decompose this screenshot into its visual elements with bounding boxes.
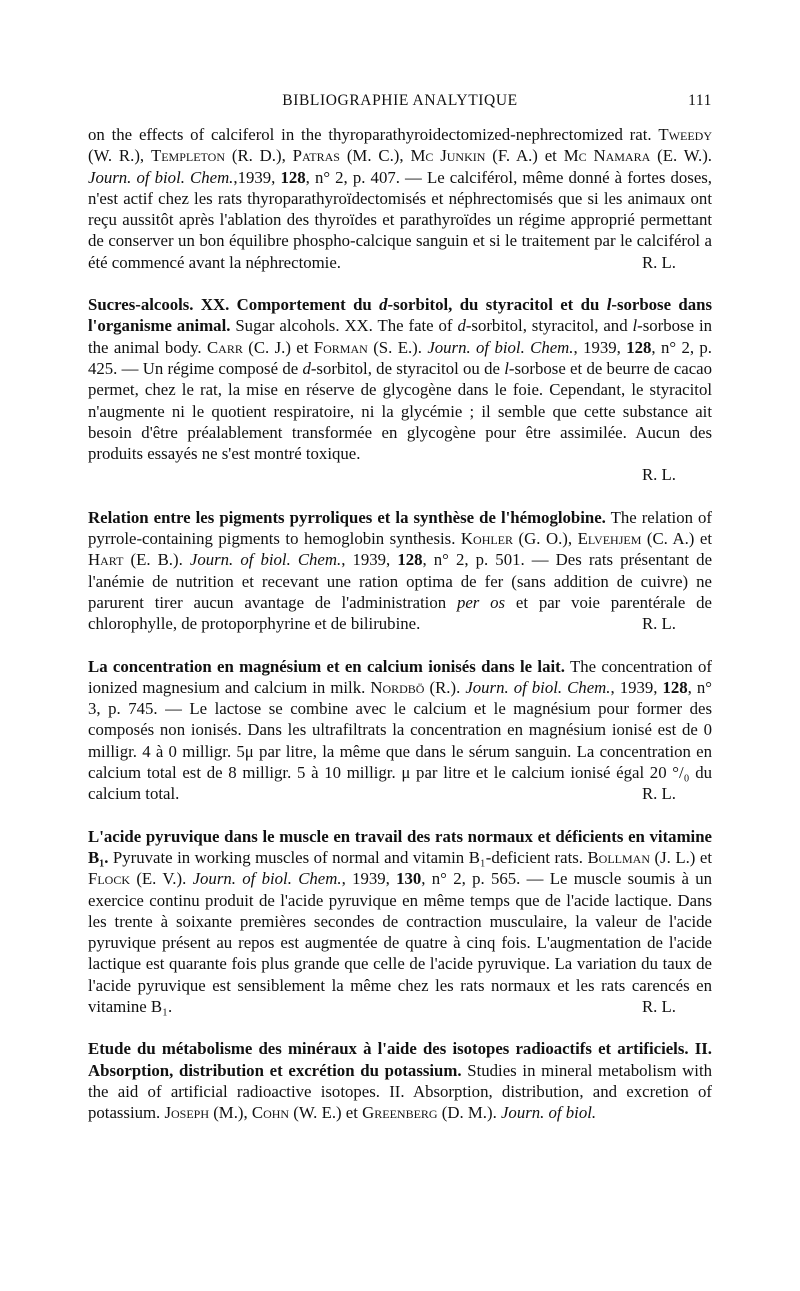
entry-title: La concentration en magnésium et en calcium ionisés dans le lait. xyxy=(88,656,565,676)
bibliography-entry: Etude du métabolisme des minéraux à l'aide des isotopes radioactifs et artificiels. II. Absorption, distribution et excrétion du potassium. Studies in mineral metabolism with the aid of artificial radioactive isotopes. II. Absorption, distribution, and excretion of potassium. Joseph (M.), Cohn (W. E.) et Greenberg (D. M.). Journ. of biol. xyxy=(88,1039,712,1123)
author-initials: (J. L.) xyxy=(654,847,696,867)
summary-text: — Des rats présentant de l'anémie de nutrition et recevant une ration optima de fer (sans addition de cuivre) ne parurent tirer aucun avantage de l'administration per os et par voie parentérale de chlorophylle, de protoporphyrine et de bilirubine. xyxy=(88,550,713,634)
author-name: Elvehjem xyxy=(577,529,642,549)
journal-year: 1939 xyxy=(583,337,617,357)
author-name: Flock xyxy=(88,869,130,889)
author-name: Cohn xyxy=(251,1103,290,1123)
running-head xyxy=(88,92,712,112)
author-initials: (R. D.) xyxy=(231,146,282,166)
author-initials: (C. A.) xyxy=(646,529,695,549)
author-initials: (M. C.) xyxy=(346,146,400,166)
page-number: 111 xyxy=(688,92,712,109)
journal-year: 1939 xyxy=(237,167,272,187)
entry-title: Relation entre les pigments pyrroliques et la synthèse de l'hémoglobine. xyxy=(88,507,606,527)
journal-issue-page: , n° 3, p. 745. xyxy=(88,677,713,719)
author-initials: (C. J.) xyxy=(248,337,291,357)
author-initials: (R.). xyxy=(429,677,461,697)
summary-text: — Un régime composé de d-sorbitol, de styracitol ou de l-sorbose et de beurre de cacao permet, chez le rat, la mise en réserve de glycogène dans le foie. Cependant, le styracitol n'augmente ni le quotient respiratoire, ni la glycémie ; il semble que cette substance ait besoin d'être préalablement transformée en glycogène pour être assimilée. Aucun des produits essayés ne s'est montré toxique. xyxy=(88,358,713,464)
journal-issue-page: , n° 2, p. 425. xyxy=(88,337,712,378)
journal-year: 1939 xyxy=(619,677,654,697)
author-initials: (F. A.) xyxy=(492,146,538,166)
journal-volume: 128 xyxy=(397,550,423,570)
english-title: The concentration of ionized magnesium and calcium in milk. xyxy=(88,656,712,697)
journal-name: Journ. of biol. xyxy=(500,1103,597,1123)
entry-title: Etude du métabolisme des minéraux à l'aide des isotopes radioactifs et artificiels. II. Absorption, distribution et excrétion du potassium. xyxy=(88,1039,712,1080)
journal-name: Journ. of biol. Chem. xyxy=(192,869,342,889)
body-text xyxy=(88,124,712,1123)
author-name: Forman xyxy=(313,337,368,357)
author-initials: (W. E.) xyxy=(293,1103,342,1123)
author-initials: (S. E.) xyxy=(373,337,418,357)
journal-year: 1939 xyxy=(352,869,386,889)
reviewer-signature: R. L. xyxy=(641,465,676,485)
journal-name: Journ. of biol. Chem. xyxy=(189,550,342,570)
author-name: Mc Namara xyxy=(563,146,651,166)
journal-name: Journ. of biol. Chem. xyxy=(88,167,234,187)
entry-title: Sucres-alcools. XX. Comportement du d-sorbitol, du styracitol et du l-sorbose dans l'organisme animal. xyxy=(88,295,712,336)
journal-volume: 128 xyxy=(626,337,652,357)
reviewer-signature: R. L. xyxy=(641,614,676,634)
author-name: Joseph xyxy=(164,1103,209,1123)
author-initials: (D. M.). xyxy=(441,1103,497,1123)
author-name: Carr xyxy=(206,337,243,357)
journal-issue-page: , n° 2, p. 565. xyxy=(421,869,521,889)
reviewer-signature: R. L. xyxy=(641,784,676,804)
author-initials: (E. B.). xyxy=(130,550,183,570)
author-name: Templeton xyxy=(150,146,225,166)
author-initials: (M.) xyxy=(213,1103,244,1123)
bibliography-entry: L'acide pyruvique dans le muscle en travail des rats normaux et déficients en vitamine B₁. Pyruvate in working muscles of normal and vitamin B₁-deficient rats. Bollman (J. L.) et Flock (E. V.). Journ. of biol. Chem., 1939, 130, n° 2, p. 565. — Le muscle soumis à un exercice continu produit de l'acide pyruvique en même temps que de l'acide lactique. Dans les trente à soixante premières secondes de contraction musculaire, la valeur de l'acide pyruvique présent au repos est augmentée de quatre à cinq fois. L'augmentation de l'acide lactique est quarante fois plus grande que celle de l'acide pyruvique. La variation du taux de l'acide pyruvique est sensiblement la même chez les rats normaux et les rats carencés en vitamine B₁. R. L. xyxy=(88,826,712,1016)
english-title: Pyruvate in working muscles of normal and vitamin B₁-deficient rats. xyxy=(108,847,588,867)
summary-text: — Le muscle soumis à un exercice continu produit de l'acide pyruvique en même temps que de l'acide lactique. Dans les trente à soixante premières secondes de contraction musculaire, la valeur de l'acide pyruvique présent au repos est augmentée de quatre à cinq fois. L'augmentation de l'acide lactique est quarante fois plus grande que celle de l'acide pyruvique. La variation du taux de l'acide pyruvique est sensiblement la même chez les rats normaux et les rats carencés en vitamine B₁. xyxy=(88,869,712,1016)
bibliography-entry: La concentration en magnésium et en calcium ionisés dans le lait. The concentration of ionized magnesium and calcium in milk. Nordbö (R.). Journ. of biol. Chem., 1939, 128, n° 3, p. 745. — Le lactose se combine avec le calcium et le magnésium pour former des composés non ionisés. Dans les ultrafiltrats la concentration en magnésium ionisé est de 0 milligr. 4 à 0 milligr. 5μ par litre, la même que dans le sérum sanguin. La concentration en calcium total est de 8 milligr. 5 à 10 milligr. μ par litre et le calcium ionisé égal 20 °/₀ du calcium total. R. L. xyxy=(88,656,713,804)
author-name: Nordbö xyxy=(370,677,425,697)
reviewer-signature: R. L. xyxy=(641,252,676,272)
summary-text: — Le calciférol, même donné à fortes doses, n'est actif chez les rats thyroparathyroïdectomisés et néphrectomisés que si les animaux ont reçu aussitôt après l'ablation des thyroïdes et parathyroïdes un régime approprié permettant de conserver un bon équilibre phospho-calcique sanguin et si le traitement par le calciférol a été commencé avant la néphrectomie. xyxy=(88,167,713,272)
english-title: The relation of pyrrole-containing pigments to hemoglobin synthesis. xyxy=(88,507,712,549)
author-initials: (E. W.) xyxy=(657,146,708,166)
author-name: Greenberg xyxy=(362,1103,438,1123)
author-name: Tweedy xyxy=(658,125,712,144)
author-name: Patras xyxy=(292,146,340,166)
author-name: Kohler xyxy=(460,529,514,549)
journal-year: 1939 xyxy=(352,550,387,570)
english-title: on the effects of calciferol in the thyroparathyroidectomized-nephrectomized rat. xyxy=(88,125,652,144)
journal-volume: 128 xyxy=(662,677,688,697)
journal-volume: 130 xyxy=(396,869,422,889)
author-name: Mc Junkin xyxy=(410,146,486,166)
english-title: Sugar alcohols. XX. The fate of d-sorbitol, styracitol, and l-sorbose in the animal body. xyxy=(88,316,712,357)
author-initials: (E. V.). xyxy=(136,869,187,889)
running-title: BIBLIOGRAPHIE ANALYTIQUE xyxy=(282,92,518,109)
bibliography-entry: Sucres-alcools. XX. Comportement du d-sorbitol, du styracitol et du l-sorbose dans l'organisme animal. Sugar alcohols. XX. The fate of d-sorbitol, styracitol, and l-sorbose in the animal body. Carr (C. J.) et Forman (S. E.). Journ. of biol. Chem., 1939, 128, n° 2, p. 425. — Un régime composé de d-sorbitol, de styracitol ou de l-sorbose et de beurre de cacao permet, chez le rat, la mise en réserve de glycogène dans le foie. Cependant, le styracitol n'augmente ni le quotient respiratoire, ni la glycémie ; il semble que cette substance ait besoin d'être préalablement transformée en glycogène pour être assimilée. Aucun des produits essayés ne s'est montré toxique. xyxy=(88,295,713,464)
author-name: Bollman xyxy=(587,847,650,867)
bibliography-entry: Relation entre les pigments pyrroliques et la synthèse de l'hémoglobine. The relation of pyrrole-containing pigments to hemoglobin synthesis. Kohler (G. O.), Elvehjem (C. A.) et Hart (E. B.). Journ. of biol. Chem., 1939, 128, n° 2, p. 501. — Des rats présentant de l'anémie de nutrition et recevant une ration optima de fer (sans addition de cuivre) ne parurent tirer aucun avantage de l'administration per os et par voie parentérale de chlorophylle, de protoporphyrine et de bilirubine. R. L. xyxy=(88,507,713,634)
reviewer-signature: R. L. xyxy=(641,996,676,1016)
intro-paragraph: on the effects of calciferol in the thyroparathyroidectomized-nephrectomized rat. Tweedy (W. R.), Templeton (R. D.), Patras (M. C.), Mc Junkin (F. A.) et Mc Namara (E. W.). Journ. of biol. Chem.,1939, 128, n° 2, p. 407. — Le calciférol, même donné à fortes doses, n'est actif chez les rats thyroparathyroïdectomisés et néphrectomisés que si les animaux ont reçu aussitôt après l'ablation des thyroïdes et parathyroïdes un régime approprié permettant de conserver un bon équilibre phospho-calcique sanguin et si le traitement par le calciférol a été commencé avant la néphrectomie. R. L. xyxy=(88,125,713,272)
entry-title: L'acide pyruvique dans le muscle en travail des rats normaux et déficients en vitamine B₁. xyxy=(88,826,712,867)
author-initials: (W. R.) xyxy=(88,146,140,166)
summary-text: — Le lactose se combine avec le calcium et le magnésium pour former des composés non ionisés. Dans les ultrafiltrats la concentration en magnésium ionisé est de 0 milligr. 4 à 0 milligr. 5μ par litre, la même que dans le sérum sanguin. La concentration en calcium total est de 8 milligr. 5 à 10 milligr. μ par litre et le calcium ionisé égal 20 °/₀ du calcium total. xyxy=(88,699,712,804)
journal-name: Journ. of biol. Chem. xyxy=(465,677,611,697)
author-name: Hart xyxy=(88,550,124,570)
journal-issue-page: , n° 2, p. 501. xyxy=(422,550,525,570)
author-initials: (G. O.) xyxy=(518,529,568,549)
journal-issue-page: , n° 2, p. 407. xyxy=(305,167,400,187)
journal-volume: 128 xyxy=(280,167,306,187)
journal-name: Journ. of biol. Chem. xyxy=(427,337,574,357)
english-title: Studies in mineral metabolism with the aid of artificial radioactive isotopes. II. Absorption, distribution, and excretion of potassium. xyxy=(88,1060,712,1123)
